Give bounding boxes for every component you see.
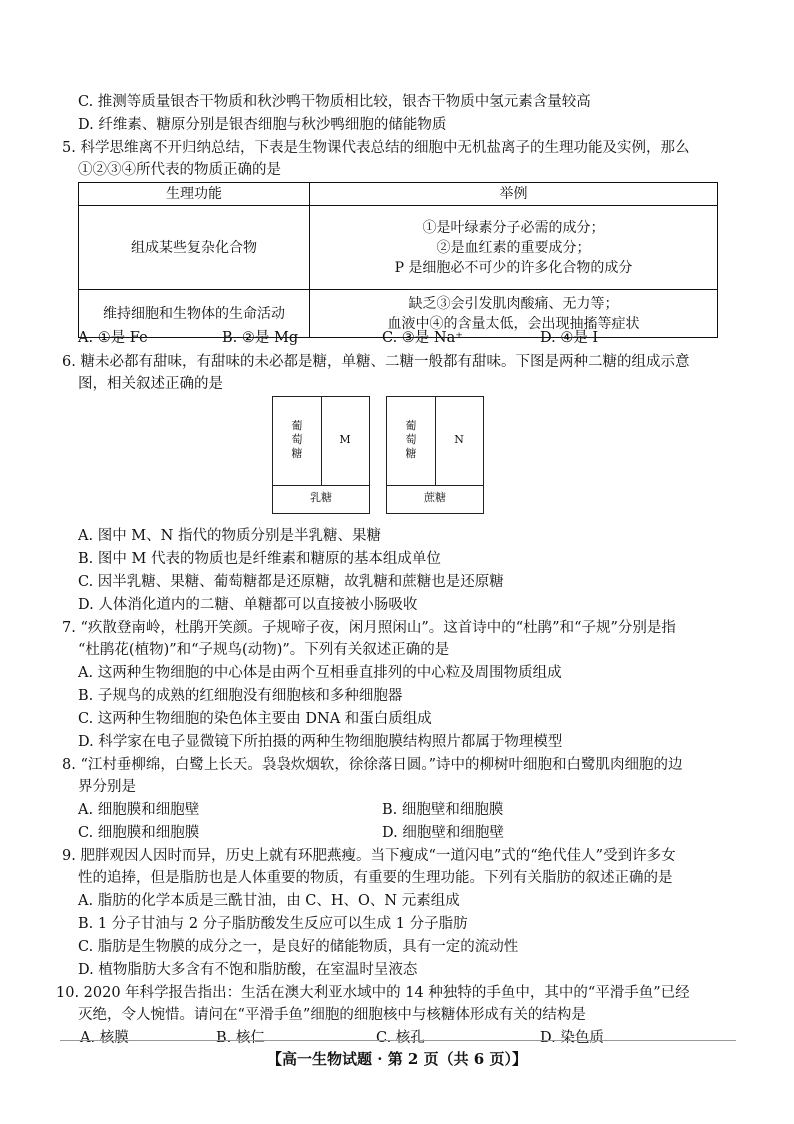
q9-option-a: A. 脂肪的化学本质是三酰甘油，由 C、H、O、N 元素组成 xyxy=(78,893,460,909)
q6-option-c: C. 因半乳糖、果糖、葡萄糖都是还原糖，故乳糖和蔗糖也是还原糖 xyxy=(78,574,504,590)
q4-option-d: D. 纤维素、糖原分别是银杏细胞与秋沙鸭细胞的储能物质 xyxy=(78,117,447,133)
q10-option-a: A. 核膜 xyxy=(80,1030,129,1046)
q9-stem-line1: 9. 肥胖观因人因时而异，历史上就有环肥燕瘦。当下瘦成“一道闪电”式的“绝代佳人”受到许多女 xyxy=(62,848,676,864)
q5-row1-example: ①是叶绿素分子必需的成分； xyxy=(422,219,605,236)
q5-row2-example: 血液中④的含量太低，会出现抽搐等症状 xyxy=(387,315,640,332)
q8-stem-line2: 界分别是 xyxy=(78,779,136,795)
q5-table-head-example: 举例 xyxy=(310,183,718,206)
sucrose-label: 蔗糖 xyxy=(424,491,446,504)
q5-option-c: C. ③是 Na⁺ xyxy=(382,330,463,346)
q5-stem-line1: 5. 科学思维离不开归纳总结，下表是生物课代表总结的细胞中无机盐离子的生理功能及实例，那么 xyxy=(62,140,690,156)
q6-option-a: A. 图中 M、N 指代的物质分别是半乳糖、果糖 xyxy=(78,528,381,544)
q8-option-d: D. 细胞壁和细胞壁 xyxy=(382,825,504,841)
q9-option-d: D. 植物脂肪大多含有不饱和脂肪酸，在室温时呈液态 xyxy=(78,962,418,978)
q9-stem-line2: 性的追捧，但是脂肪也是人体重要的物质，有重要的生理功能。下列有关脂肪的叙述正确的是 xyxy=(78,870,673,886)
q6-option-b: B. 图中 M 代表的物质也是纤维素和糖原的基本组成单位 xyxy=(78,551,441,567)
lactose-label: 乳糖 xyxy=(310,491,332,504)
q7-option-c: C. 这两种生物细胞的染色体主要由 DNA 和蛋白质组成 xyxy=(78,711,432,727)
q5-option-d: D. ④是 I xyxy=(540,330,599,346)
q4-option-c: C. 推测等质量银杏干物质和秋沙鸭干物质相比较，银杏干物质中氢元素含量较高 xyxy=(78,94,591,110)
q5-row1-examples xyxy=(310,206,718,290)
q9-option-b: B. 1 分子甘油与 2 分子脂肪酸发生反应可以生成 1 分子脂肪 xyxy=(78,916,468,932)
glucose-text: 葡萄糖 xyxy=(405,419,417,460)
q10-stem-line2: 灭绝，令人惋惜。请问在“平滑手鱼”细胞的细胞核中与核糖体形成有关的结构是 xyxy=(78,1007,586,1023)
q6-option-d: D. 人体消化道内的二糖、单糖都可以直接被小肠吸收 xyxy=(78,597,418,613)
q5-row1-example: P 是细胞必不可少的许多化合物的成分 xyxy=(394,259,633,276)
q7-option-b: B. 子规鸟的成熟的红细胞没有细胞核和多种细胞器 xyxy=(78,688,403,704)
q8-stem-line1: 8. “江村垂柳绵，白鹭上长天。袅袅炊烟软，徐徐落日圆。”诗中的柳树叶细胞和白鹭肌肉细胞的边 xyxy=(62,757,683,773)
page-footer: 【高一生物试题 · 第 2 页（共 6 页）】 xyxy=(267,1050,527,1068)
q10-option-c: C. 核孔 xyxy=(376,1030,425,1046)
q5-table xyxy=(78,182,718,338)
diagram-m-label: M xyxy=(339,433,351,446)
q10-option-b: B. 核仁 xyxy=(216,1030,265,1046)
lactose-diagram xyxy=(272,396,370,514)
q5-row1-example: ②是血红素的重要成分； xyxy=(436,239,591,256)
q5-row2-function: 维持细胞和生物体的生命活动 xyxy=(79,290,310,338)
q8-option-a: A. 细胞膜和细胞壁 xyxy=(78,802,200,818)
diagram-glucose-label xyxy=(273,419,321,461)
q7-stem-line2: “杜鹃花(植物)”和“子规鸟(动物)”。下列有关叙述正确的是 xyxy=(78,642,450,658)
diagram-n-label: N xyxy=(454,433,464,446)
q10-stem-line1: 10. 2020 年科学报告指出：生活在澳大利亚水域中的 14 种独特的手鱼中，其中的“平滑手鱼”已经 xyxy=(56,985,690,1001)
q10-option-d: D. 染色质 xyxy=(540,1030,604,1046)
q5-row2-example: 缺乏③会引发肌肉酸痛、无力等； xyxy=(408,295,619,312)
q9-option-c: C. 脂肪是生物膜的成分之一，是良好的储能物质，具有一定的流动性 xyxy=(78,939,519,955)
footer-rule xyxy=(60,1040,736,1041)
glucose-text: 葡萄糖 xyxy=(291,419,303,460)
sucrose-diagram xyxy=(386,396,484,514)
q7-stem-line1: 7. “疚散登南岭，杜鹃开笑颜。子规啼子夜，闲月照闲山”。这首诗中的“杜鹃”和“子规”分别是指 xyxy=(62,620,676,636)
diagram-glucose-label xyxy=(387,419,435,461)
q8-option-c: C. 细胞膜和细胞膜 xyxy=(78,825,200,841)
q6-stem-line1: 6. 糖未必都有甜味，有甜味的未必都是糖，单糖、二糖一般都有甜味。下图是两种二糖的组成示意 xyxy=(62,354,690,370)
q8-option-b: B. 细胞壁和细胞膜 xyxy=(382,802,504,818)
q5-option-a: A. ①是 Fe xyxy=(78,330,148,346)
q5-option-b: B. ②是 Mg xyxy=(222,330,299,346)
q5-stem-line2: ①②③④所代表的物质正确的是 xyxy=(78,162,281,178)
q5-row1-function: 组成某些复杂化合物 xyxy=(79,206,310,290)
q5-table-head-function: 生理功能 xyxy=(79,183,310,206)
q7-option-a: A. 这两种生物细胞的中心体是由两个互相垂直排列的中心粒及周围物质组成 xyxy=(78,665,562,681)
q6-stem-line2: 图，相关叙述正确的是 xyxy=(78,376,223,392)
q5-row2-examples xyxy=(310,290,718,338)
q7-option-d: D. 科学家在电子显微镜下所拍摄的两种生物细胞膜结构照片都属于物理模型 xyxy=(78,734,563,750)
